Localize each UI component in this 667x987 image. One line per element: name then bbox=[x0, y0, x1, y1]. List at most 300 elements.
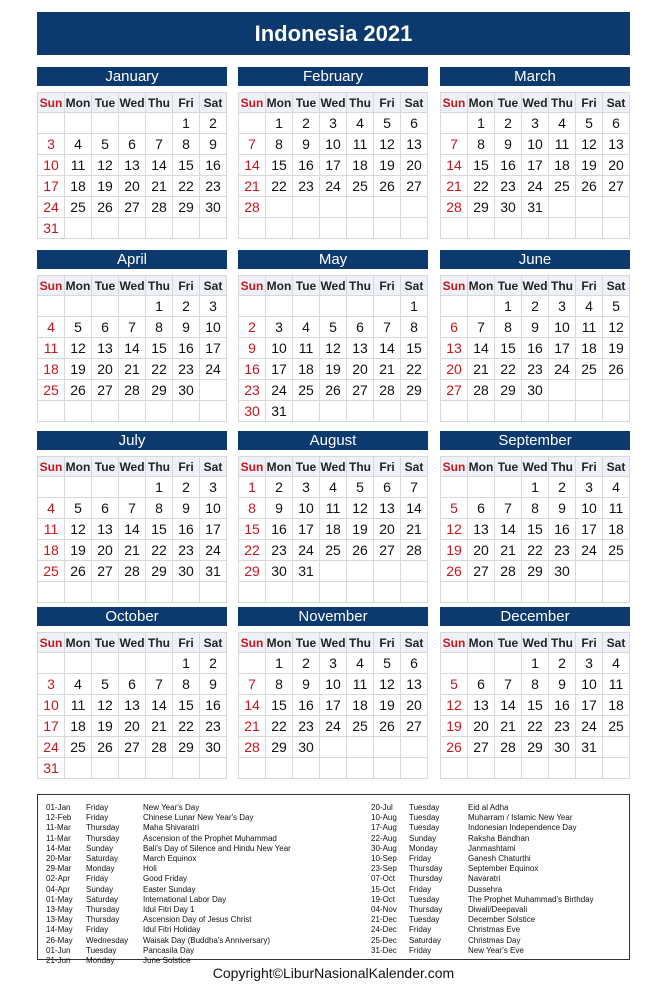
day-cell: 12 bbox=[65, 519, 92, 540]
day-cell: 3 bbox=[522, 113, 549, 134]
day-cell: 15 bbox=[401, 338, 428, 359]
day-cell: 28 bbox=[495, 561, 522, 582]
month-title: January bbox=[37, 67, 227, 86]
day-cell: 26 bbox=[576, 176, 603, 197]
day-cell: 20 bbox=[119, 716, 146, 737]
empty-cell bbox=[495, 218, 522, 239]
empty-cell bbox=[549, 380, 576, 401]
empty-cell bbox=[522, 758, 549, 779]
day-cell: 31 bbox=[293, 561, 320, 582]
empty-cell bbox=[92, 296, 119, 317]
day-cell: 18 bbox=[38, 359, 65, 380]
month-november bbox=[238, 607, 428, 779]
day-cell: 6 bbox=[119, 674, 146, 695]
weekday-header: Sun bbox=[239, 93, 266, 113]
day-cell: 17 bbox=[266, 359, 293, 380]
day-cell: 4 bbox=[65, 134, 92, 155]
empty-cell bbox=[495, 477, 522, 498]
month-days-grid bbox=[440, 456, 630, 603]
holiday-date: 15-Oct bbox=[371, 884, 396, 894]
holiday-name: Raksha Bandhan bbox=[468, 833, 530, 843]
empty-cell bbox=[374, 296, 401, 317]
holiday-day: Tuesday bbox=[409, 813, 440, 823]
day-cell: 18 bbox=[347, 155, 374, 176]
day-cell: 10 bbox=[320, 674, 347, 695]
holiday-day: Thursday bbox=[86, 833, 120, 843]
holiday-name: June Solstice bbox=[143, 956, 191, 966]
holiday-row bbox=[371, 925, 594, 935]
day-cell: 18 bbox=[320, 519, 347, 540]
day-cell: 16 bbox=[173, 519, 200, 540]
day-cell: 19 bbox=[65, 540, 92, 561]
day-cell: 29 bbox=[266, 737, 293, 758]
empty-cell bbox=[603, 582, 630, 603]
holiday-date: 04-Apr bbox=[46, 884, 71, 894]
day-cell: 23 bbox=[173, 540, 200, 561]
empty-cell bbox=[549, 197, 576, 218]
holiday-day: Thursday bbox=[409, 864, 443, 874]
holiday-date: 26-May bbox=[46, 935, 73, 945]
holiday-day: Monday bbox=[86, 956, 115, 966]
weekday-header: Fri bbox=[374, 93, 401, 113]
empty-cell bbox=[146, 758, 173, 779]
day-cell: 16 bbox=[495, 155, 522, 176]
day-cell: 12 bbox=[320, 338, 347, 359]
day-cell: 18 bbox=[549, 155, 576, 176]
day-cell: 25 bbox=[347, 716, 374, 737]
day-cell: 18 bbox=[603, 519, 630, 540]
month-september bbox=[440, 431, 630, 603]
empty-cell bbox=[401, 582, 428, 603]
day-cell: 30 bbox=[549, 737, 576, 758]
day-cell: 24 bbox=[576, 716, 603, 737]
weekday-header: Sun bbox=[239, 276, 266, 296]
weekday-header: Tue bbox=[293, 633, 320, 653]
empty-cell bbox=[401, 197, 428, 218]
day-cell: 19 bbox=[374, 695, 401, 716]
empty-cell bbox=[119, 582, 146, 603]
empty-cell bbox=[293, 197, 320, 218]
weekday-header: Sun bbox=[239, 633, 266, 653]
day-cell: 24 bbox=[320, 176, 347, 197]
empty-cell bbox=[119, 296, 146, 317]
day-cell: 22 bbox=[495, 359, 522, 380]
day-cell: 27 bbox=[468, 561, 495, 582]
day-cell: 2 bbox=[173, 296, 200, 317]
holiday-name: Eid al Adha bbox=[468, 803, 509, 812]
weekday-header: Wed bbox=[522, 93, 549, 113]
weekday-header: Wed bbox=[522, 457, 549, 477]
day-cell: 26 bbox=[374, 176, 401, 197]
holiday-date: 20-Jul bbox=[371, 803, 393, 812]
day-cell: 1 bbox=[401, 296, 428, 317]
weekday-header: Tue bbox=[495, 93, 522, 113]
holiday-date: 30-Aug bbox=[371, 843, 397, 853]
month-february bbox=[238, 67, 428, 239]
holiday-name: September Equinox bbox=[468, 864, 539, 874]
day-cell: 22 bbox=[266, 716, 293, 737]
holiday-name: Christmas Day bbox=[468, 935, 521, 945]
empty-cell bbox=[320, 758, 347, 779]
day-cell: 5 bbox=[603, 296, 630, 317]
day-cell: 7 bbox=[495, 498, 522, 519]
empty-cell bbox=[119, 653, 146, 674]
day-cell: 5 bbox=[441, 674, 468, 695]
day-cell: 9 bbox=[293, 674, 320, 695]
day-cell: 29 bbox=[495, 380, 522, 401]
empty-cell bbox=[119, 113, 146, 134]
day-cell: 14 bbox=[401, 498, 428, 519]
empty-cell bbox=[495, 401, 522, 422]
holiday-day: Saturday bbox=[409, 935, 442, 945]
day-cell: 10 bbox=[293, 498, 320, 519]
holiday-row bbox=[46, 936, 291, 946]
weekday-header: Fri bbox=[576, 93, 603, 113]
empty-cell bbox=[468, 401, 495, 422]
empty-cell bbox=[320, 401, 347, 422]
holiday-row bbox=[46, 874, 291, 884]
weekday-header: Wed bbox=[320, 276, 347, 296]
weekday-header: Fri bbox=[173, 633, 200, 653]
day-cell: 29 bbox=[173, 737, 200, 758]
empty-cell bbox=[468, 296, 495, 317]
holiday-day: Friday bbox=[86, 803, 109, 812]
day-cell: 18 bbox=[293, 359, 320, 380]
empty-cell bbox=[200, 401, 227, 422]
empty-cell bbox=[119, 758, 146, 779]
empty-cell bbox=[603, 197, 630, 218]
holiday-date: 21-Jun bbox=[46, 956, 71, 966]
weekday-header: Fri bbox=[173, 457, 200, 477]
empty-cell bbox=[38, 653, 65, 674]
weekday-header: Sat bbox=[401, 457, 428, 477]
empty-cell bbox=[65, 401, 92, 422]
weekday-header: Tue bbox=[293, 276, 320, 296]
day-cell: 28 bbox=[119, 380, 146, 401]
day-cell: 19 bbox=[320, 359, 347, 380]
day-cell: 24 bbox=[549, 359, 576, 380]
holiday-date: 02-Apr bbox=[46, 874, 71, 884]
holiday-name: Idul Fitri Day 1 bbox=[143, 905, 195, 915]
month-days-grid bbox=[440, 632, 630, 779]
weekday-header: Mon bbox=[65, 457, 92, 477]
empty-cell bbox=[266, 296, 293, 317]
weekday-header: Mon bbox=[65, 93, 92, 113]
month-title: December bbox=[440, 607, 630, 626]
day-cell: 19 bbox=[374, 155, 401, 176]
day-cell: 15 bbox=[239, 519, 266, 540]
month-days-grid bbox=[238, 92, 428, 239]
empty-cell bbox=[239, 113, 266, 134]
day-cell: 5 bbox=[92, 674, 119, 695]
day-cell: 5 bbox=[65, 317, 92, 338]
empty-cell bbox=[495, 653, 522, 674]
day-cell: 24 bbox=[38, 737, 65, 758]
day-cell: 21 bbox=[441, 176, 468, 197]
weekday-header: Sat bbox=[603, 633, 630, 653]
holiday-row bbox=[46, 813, 291, 823]
day-cell: 11 bbox=[549, 134, 576, 155]
holiday-date: 21-Dec bbox=[371, 915, 397, 925]
weekday-header: Wed bbox=[522, 633, 549, 653]
day-cell: 14 bbox=[468, 338, 495, 359]
day-cell: 22 bbox=[239, 540, 266, 561]
empty-cell bbox=[38, 296, 65, 317]
holiday-column-left bbox=[46, 803, 291, 966]
empty-cell bbox=[603, 737, 630, 758]
day-cell: 4 bbox=[549, 113, 576, 134]
holiday-name: Waisak Day (Buddha's Anniversary) bbox=[143, 935, 271, 945]
day-cell: 18 bbox=[38, 540, 65, 561]
empty-cell bbox=[200, 380, 227, 401]
day-cell: 6 bbox=[468, 498, 495, 519]
day-cell: 28 bbox=[146, 197, 173, 218]
day-cell: 24 bbox=[522, 176, 549, 197]
day-cell: 23 bbox=[495, 176, 522, 197]
holiday-name: Muharram / Islamic New Year bbox=[468, 813, 573, 823]
month-days-grid bbox=[440, 275, 630, 422]
month-june bbox=[440, 250, 630, 422]
empty-cell bbox=[468, 582, 495, 603]
empty-cell bbox=[441, 582, 468, 603]
day-cell: 3 bbox=[38, 134, 65, 155]
holiday-row bbox=[371, 885, 594, 895]
day-cell: 12 bbox=[441, 519, 468, 540]
day-cell: 9 bbox=[293, 134, 320, 155]
day-cell: 19 bbox=[441, 540, 468, 561]
weekday-header: Tue bbox=[92, 93, 119, 113]
day-cell: 15 bbox=[146, 519, 173, 540]
month-title: February bbox=[238, 67, 428, 86]
empty-cell bbox=[441, 401, 468, 422]
empty-cell bbox=[468, 758, 495, 779]
day-cell: 29 bbox=[468, 197, 495, 218]
weekday-header: Wed bbox=[320, 93, 347, 113]
day-cell: 27 bbox=[92, 561, 119, 582]
holiday-row bbox=[46, 864, 291, 874]
day-cell: 9 bbox=[239, 338, 266, 359]
day-cell: 23 bbox=[266, 540, 293, 561]
day-cell: 24 bbox=[200, 359, 227, 380]
day-cell: 26 bbox=[65, 380, 92, 401]
weekday-header: Mon bbox=[266, 633, 293, 653]
day-cell: 16 bbox=[549, 519, 576, 540]
empty-cell bbox=[603, 758, 630, 779]
month-title: June bbox=[440, 250, 630, 269]
day-cell: 12 bbox=[92, 695, 119, 716]
day-cell: 17 bbox=[200, 338, 227, 359]
empty-cell bbox=[146, 582, 173, 603]
day-cell: 27 bbox=[92, 380, 119, 401]
day-cell: 14 bbox=[119, 338, 146, 359]
day-cell: 16 bbox=[200, 695, 227, 716]
holiday-name: Navaratri bbox=[468, 874, 501, 884]
day-cell: 3 bbox=[293, 477, 320, 498]
empty-cell bbox=[549, 218, 576, 239]
day-cell: 11 bbox=[65, 155, 92, 176]
empty-cell bbox=[522, 401, 549, 422]
day-cell: 3 bbox=[200, 477, 227, 498]
day-cell: 21 bbox=[119, 540, 146, 561]
empty-cell bbox=[173, 582, 200, 603]
holiday-name: Easter Sunday bbox=[143, 884, 196, 894]
day-cell: 4 bbox=[293, 317, 320, 338]
weekday-header: Tue bbox=[92, 457, 119, 477]
day-cell: 19 bbox=[65, 359, 92, 380]
day-cell: 10 bbox=[38, 155, 65, 176]
day-cell: 14 bbox=[495, 519, 522, 540]
holiday-date: 20-Mar bbox=[46, 854, 72, 864]
month-title: April bbox=[37, 250, 227, 269]
day-cell: 12 bbox=[92, 155, 119, 176]
day-cell: 19 bbox=[347, 519, 374, 540]
empty-cell bbox=[603, 401, 630, 422]
day-cell: 26 bbox=[92, 197, 119, 218]
weekday-header: Sat bbox=[603, 276, 630, 296]
day-cell: 19 bbox=[603, 338, 630, 359]
holiday-name: Pancasila Day bbox=[143, 945, 195, 955]
day-cell: 21 bbox=[401, 519, 428, 540]
empty-cell bbox=[549, 582, 576, 603]
holiday-name: Good Friday bbox=[143, 874, 188, 884]
day-cell: 20 bbox=[468, 540, 495, 561]
holiday-day: Thursday bbox=[409, 905, 443, 915]
day-cell: 4 bbox=[320, 477, 347, 498]
empty-cell bbox=[576, 197, 603, 218]
holiday-row bbox=[371, 874, 594, 884]
day-cell: 18 bbox=[603, 695, 630, 716]
weekday-header: Sun bbox=[38, 633, 65, 653]
day-cell: 6 bbox=[347, 317, 374, 338]
holiday-day: Tuesday bbox=[409, 823, 440, 833]
empty-cell bbox=[441, 758, 468, 779]
day-cell: 17 bbox=[549, 338, 576, 359]
day-cell: 20 bbox=[119, 176, 146, 197]
day-cell: 30 bbox=[495, 197, 522, 218]
empty-cell bbox=[347, 582, 374, 603]
empty-cell bbox=[38, 113, 65, 134]
empty-cell bbox=[441, 477, 468, 498]
day-cell: 9 bbox=[173, 498, 200, 519]
day-cell: 28 bbox=[239, 737, 266, 758]
day-cell: 1 bbox=[239, 477, 266, 498]
holiday-name: New Year's Eve bbox=[468, 945, 524, 955]
holiday-date: 01-May bbox=[46, 894, 73, 904]
holiday-name: International Labor Day bbox=[143, 894, 227, 904]
empty-cell bbox=[549, 401, 576, 422]
day-cell: 23 bbox=[522, 359, 549, 380]
day-cell: 16 bbox=[522, 338, 549, 359]
day-cell: 13 bbox=[468, 695, 495, 716]
empty-cell bbox=[65, 653, 92, 674]
empty-cell bbox=[374, 401, 401, 422]
holiday-date: 01-Jan bbox=[46, 803, 71, 812]
month-title: March bbox=[440, 67, 630, 86]
empty-cell bbox=[468, 218, 495, 239]
weekday-header: Thu bbox=[549, 276, 576, 296]
day-cell: 30 bbox=[293, 737, 320, 758]
weekday-header: Thu bbox=[146, 276, 173, 296]
month-days-grid bbox=[440, 92, 630, 239]
empty-cell bbox=[38, 401, 65, 422]
empty-cell bbox=[603, 380, 630, 401]
day-cell: 27 bbox=[119, 737, 146, 758]
empty-cell bbox=[320, 218, 347, 239]
day-cell: 26 bbox=[92, 737, 119, 758]
day-cell: 14 bbox=[146, 695, 173, 716]
empty-cell bbox=[468, 653, 495, 674]
day-cell: 30 bbox=[173, 380, 200, 401]
holiday-day: Tuesday bbox=[86, 945, 117, 955]
day-cell: 11 bbox=[603, 674, 630, 695]
holiday-name: December Solstice bbox=[468, 915, 536, 925]
day-cell: 3 bbox=[38, 674, 65, 695]
empty-cell bbox=[576, 561, 603, 582]
day-cell: 10 bbox=[576, 498, 603, 519]
day-cell: 21 bbox=[495, 540, 522, 561]
holiday-day: Sunday bbox=[86, 843, 114, 853]
day-cell: 27 bbox=[401, 716, 428, 737]
day-cell: 10 bbox=[38, 695, 65, 716]
holiday-day: Saturday bbox=[86, 894, 119, 904]
day-cell: 15 bbox=[522, 519, 549, 540]
day-cell: 9 bbox=[549, 498, 576, 519]
day-cell: 18 bbox=[347, 695, 374, 716]
day-cell: 9 bbox=[522, 317, 549, 338]
day-cell: 15 bbox=[266, 155, 293, 176]
empty-cell bbox=[146, 218, 173, 239]
empty-cell bbox=[576, 218, 603, 239]
month-days-grid bbox=[37, 456, 227, 603]
holiday-name: Maha Shivaratri bbox=[143, 823, 200, 833]
holiday-day: Friday bbox=[409, 945, 432, 955]
holiday-row bbox=[46, 844, 291, 854]
day-cell: 30 bbox=[266, 561, 293, 582]
holiday-date: 29-Mar bbox=[46, 864, 72, 874]
empty-cell bbox=[293, 296, 320, 317]
day-cell: 23 bbox=[173, 359, 200, 380]
empty-cell bbox=[347, 758, 374, 779]
day-cell: 28 bbox=[146, 737, 173, 758]
holiday-name: Indonesian Independence Day bbox=[468, 823, 577, 833]
holiday-day: Friday bbox=[409, 854, 432, 864]
day-cell: 27 bbox=[347, 380, 374, 401]
empty-cell bbox=[603, 218, 630, 239]
month-october bbox=[37, 607, 227, 779]
weekday-header: Thu bbox=[347, 93, 374, 113]
day-cell: 3 bbox=[576, 477, 603, 498]
day-cell: 7 bbox=[146, 134, 173, 155]
empty-cell bbox=[65, 758, 92, 779]
day-cell: 29 bbox=[173, 197, 200, 218]
weekday-header: Wed bbox=[320, 633, 347, 653]
holiday-name: Christmas Eve bbox=[468, 925, 521, 935]
weekday-header: Sat bbox=[401, 93, 428, 113]
holiday-row bbox=[46, 905, 291, 915]
day-cell: 25 bbox=[293, 380, 320, 401]
day-cell: 31 bbox=[38, 758, 65, 779]
empty-cell bbox=[495, 582, 522, 603]
day-cell: 10 bbox=[200, 317, 227, 338]
day-cell: 17 bbox=[320, 695, 347, 716]
empty-cell bbox=[441, 218, 468, 239]
holiday-column-right bbox=[371, 803, 594, 956]
day-cell: 2 bbox=[173, 477, 200, 498]
holiday-name: Diwali/Deepavali bbox=[468, 905, 528, 915]
day-cell: 27 bbox=[603, 176, 630, 197]
day-cell: 28 bbox=[495, 737, 522, 758]
holiday-name: March Equinox bbox=[143, 854, 197, 864]
